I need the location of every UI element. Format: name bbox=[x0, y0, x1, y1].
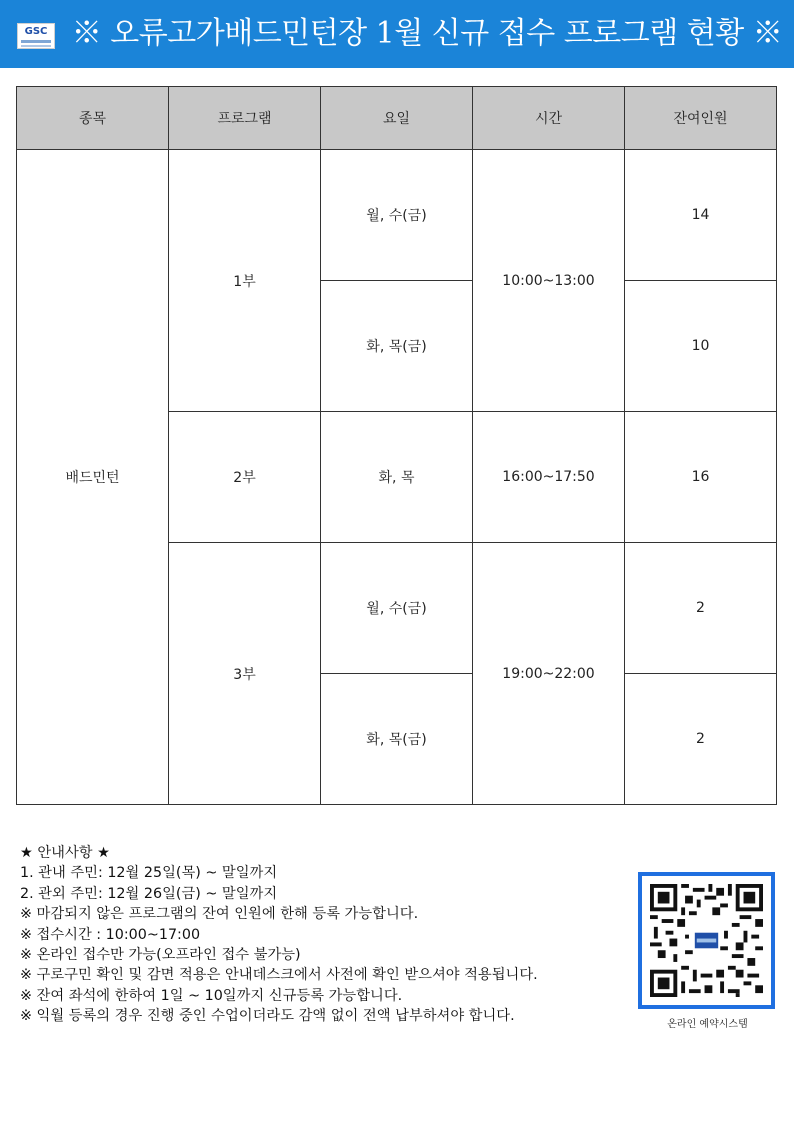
time-cell: 16:00~17:50 bbox=[473, 412, 625, 543]
program-cell: 1부 bbox=[169, 150, 321, 412]
remaining-cell: 10 bbox=[625, 281, 777, 412]
program-cell: 2부 bbox=[169, 412, 321, 543]
qr-code-link[interactable] bbox=[638, 872, 775, 1009]
column-header-days: 요일 bbox=[321, 87, 473, 150]
qr-code-icon bbox=[650, 884, 763, 997]
logo-stripe-2 bbox=[21, 45, 51, 47]
gsc-logo bbox=[17, 23, 55, 49]
column-header-program: 프로그램 bbox=[169, 87, 321, 150]
qr-caption: 온라인 예약시스템 bbox=[667, 1019, 748, 1030]
days-cell: 화, 목(금) bbox=[321, 281, 473, 412]
time-cell: 10:00~13:00 bbox=[473, 150, 625, 412]
notice-item: ※ 익월 등록의 경우 진행 중인 수업이더라도 감액 없이 전액 납부하셔야 합니다. bbox=[20, 1008, 515, 1025]
remaining-cell: 14 bbox=[625, 150, 777, 281]
notice-item: ※ 온라인 접수만 가능(오프라인 접수 불가능) bbox=[20, 947, 301, 964]
table-row bbox=[17, 150, 777, 281]
column-header-sport: 종목 bbox=[17, 87, 169, 150]
program-table bbox=[16, 86, 777, 805]
notice-item: ※ 접수시간 : 10:00~17:00 bbox=[20, 926, 201, 943]
notice-item: ※ 잔여 좌석에 한하여 1일 ~ 10일까지 신규등록 가능합니다. bbox=[20, 987, 403, 1004]
column-header-time: 시간 bbox=[473, 87, 625, 150]
days-cell: 월, 수(금) bbox=[321, 150, 473, 281]
notice-item: ※ 구로구민 확인 및 감면 적용은 안내데스크에서 사전에 확인 받으셔야 적용됩니다. bbox=[20, 967, 538, 984]
days-cell: 화, 목(금) bbox=[321, 674, 473, 805]
page-header bbox=[0, 0, 794, 68]
program-cell: 3부 bbox=[169, 543, 321, 805]
time-cell: 19:00~22:00 bbox=[473, 543, 625, 805]
remaining-cell: 2 bbox=[625, 674, 777, 805]
days-cell: 월, 수(금) bbox=[321, 543, 473, 674]
table-header-row bbox=[17, 87, 777, 150]
logo-text: GSC bbox=[24, 26, 48, 37]
notice-heading: ★ 안내사항 ★ bbox=[20, 845, 110, 861]
page-title: ※ 오류고가배드민턴장 1월 신규 접수 프로그램 현황 ※ bbox=[71, 16, 783, 51]
notice-item: 2. 관외 주민: 12월 26일(금) ~ 말일까지 bbox=[20, 885, 278, 902]
remaining-cell: 16 bbox=[625, 412, 777, 543]
notice-section bbox=[20, 843, 620, 1027]
days-cell: 화, 목 bbox=[321, 412, 473, 543]
notice-item: 1. 관내 주민: 12월 25일(목) ~ 말일까지 bbox=[20, 865, 278, 882]
notice-item: ※ 마감되지 않은 프로그램의 잔여 인원에 한해 등록 가능합니다. bbox=[20, 906, 419, 923]
column-header-remaining: 잔여인원 bbox=[625, 87, 777, 150]
logo-stripe bbox=[21, 40, 51, 43]
sport-cell: 배드민턴 bbox=[17, 150, 169, 805]
remaining-cell: 2 bbox=[625, 543, 777, 674]
